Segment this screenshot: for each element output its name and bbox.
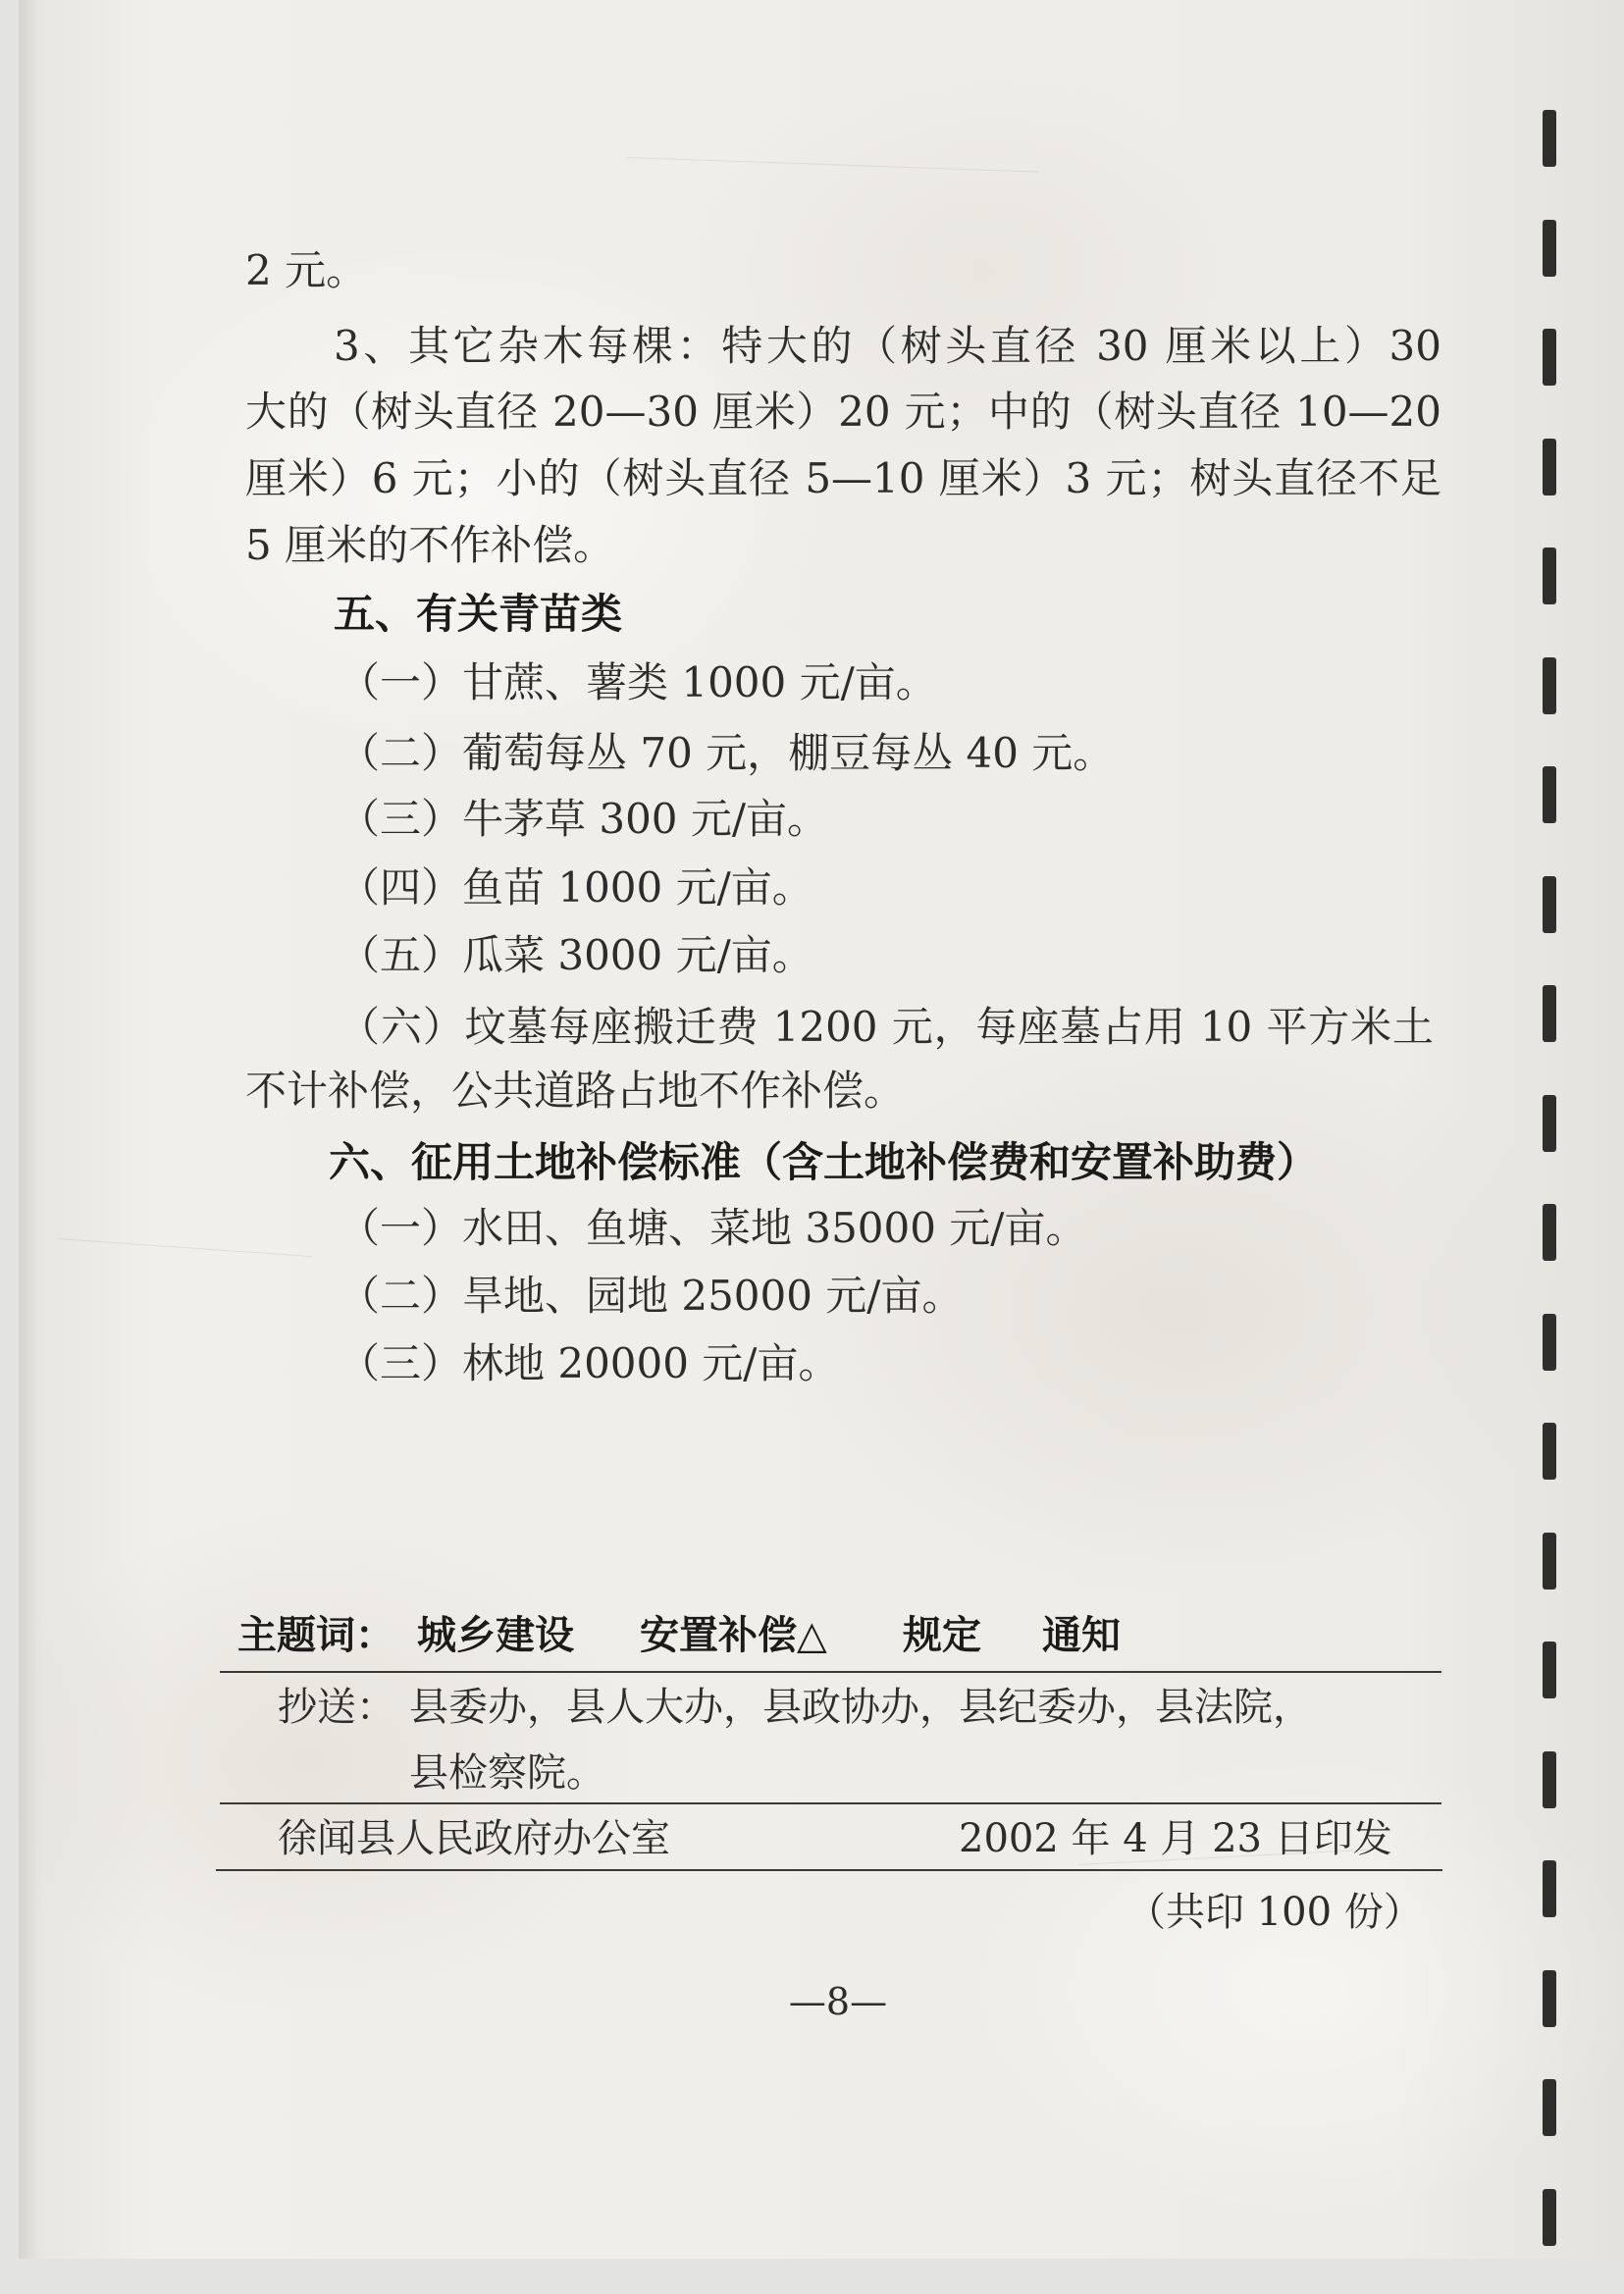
binding-hole (1543, 1533, 1556, 1590)
document-page (19, 0, 1624, 2259)
binding-hole (1543, 547, 1556, 604)
page-number: —8— (788, 1980, 888, 2023)
binding-hole (1543, 1860, 1556, 1917)
binding-hole (1543, 2079, 1556, 2136)
cc-recipients: 县检察院。 (409, 1750, 605, 1796)
keyword: 通知 (1042, 1613, 1121, 1658)
keyword: 安置补偿△ (640, 1613, 827, 1658)
binding-hole (1543, 1642, 1556, 1698)
cc-recipients: 县委办，县人大办，县政协办，县纪委办，县法院， (409, 1685, 1312, 1730)
binding-hole (1543, 657, 1556, 714)
list-item: （四）鱼苗 1000 元/亩。 (339, 863, 813, 912)
body-line: 2 元。 (245, 246, 368, 294)
binding-hole (1543, 1314, 1556, 1371)
list-item: （一）甘蔗、薯类 1000 元/亩。 (339, 658, 937, 706)
divider (220, 1802, 1441, 1804)
binding-hole (1543, 876, 1556, 933)
binding-hole (1543, 1204, 1556, 1261)
list-item: （二）旱地、园地 25000 元/亩。 (339, 1272, 964, 1320)
keyword: 规定 (903, 1613, 981, 1658)
binding-hole (1543, 110, 1556, 167)
list-item: （三）林地 20000 元/亩。 (339, 1339, 840, 1387)
binding-hole (1543, 2189, 1556, 2246)
list-item: （六）坟墓每座搬迁费 1200 元，每座墓占用 10 平方米土 (339, 1003, 1434, 1051)
section-heading: 五、有关青苗类 (334, 590, 623, 638)
binding-hole (1543, 985, 1556, 1042)
list-item: （五）瓜菜 3000 元/亩。 (339, 931, 813, 979)
binding-hole (1543, 220, 1556, 277)
binding-hole (1543, 1970, 1556, 2027)
print-copies: （共印 100 份） (1126, 1890, 1423, 1935)
binding-hole (1543, 766, 1556, 823)
issue-date: 2002 年 4 月 23 日印发 (959, 1816, 1392, 1861)
keywords-label: 主题词： (237, 1613, 394, 1658)
divider (216, 1869, 1442, 1871)
body-line: 3、其它杂木每棵：特大的（树头直径 30 厘米以上）30 (334, 322, 1441, 370)
binding-hole (1543, 1751, 1556, 1808)
divider (220, 1671, 1441, 1673)
body-line: 厘米）6 元；小的（树头直径 5—10 厘米）3 元；树头直径不足 (245, 454, 1441, 502)
list-item-continuation: 不计补偿，公共道路占地不作补偿。 (245, 1067, 906, 1115)
cc-label: 抄送： (278, 1685, 395, 1730)
body-line: 5 厘米的不作补偿。 (245, 521, 615, 569)
paper-crease (58, 1238, 312, 1257)
list-item: （二）葡萄每丛 70 元，棚豆每丛 40 元。 (339, 729, 1115, 777)
binding-hole (1543, 439, 1556, 495)
issuing-office: 徐闻县人民政府办公室 (278, 1816, 670, 1861)
keyword: 城乡建设 (417, 1613, 574, 1658)
section-heading: 六、征用土地补偿标准（含土地补偿费和安置补助费） (329, 1138, 1319, 1186)
binding-hole (1543, 1423, 1556, 1480)
list-item: （三）牛茅草 300 元/亩。 (339, 795, 829, 843)
paper-crease (627, 157, 1039, 173)
body-line: 大的（树头直径 20—30 厘米）20 元；中的（树头直径 10—20 (245, 388, 1441, 436)
list-item: （一）水田、鱼塘、菜地 35000 元/亩。 (339, 1204, 1087, 1252)
binding-hole (1543, 329, 1556, 386)
binding-hole (1543, 1095, 1556, 1152)
